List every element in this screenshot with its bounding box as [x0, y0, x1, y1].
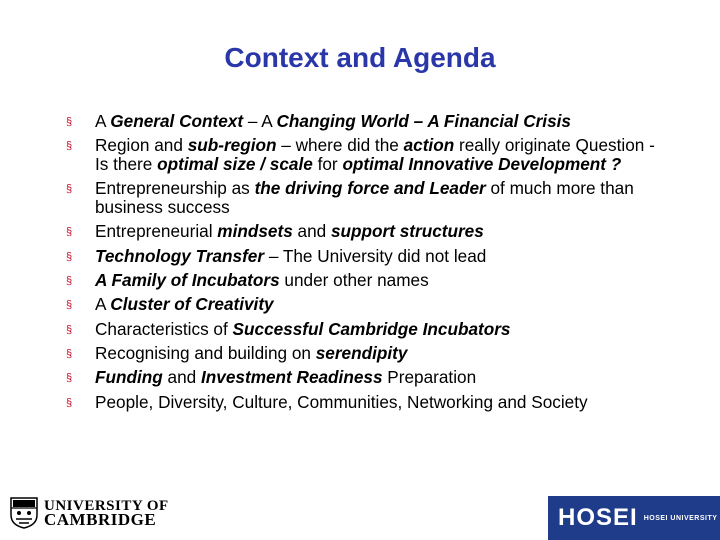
emphasis-text: Technology Transfer	[95, 245, 265, 266]
emphasis-text: Successful Cambridge Incubators	[232, 318, 511, 339]
bullet-marker-icon: §	[66, 250, 73, 263]
agenda-list	[66, 112, 666, 417]
agenda-item	[66, 295, 666, 314]
agenda-item	[66, 271, 666, 290]
hosei-logo-text: HOSEI	[558, 504, 638, 531]
hosei-logo	[548, 496, 720, 540]
bullet-marker-icon: §	[66, 140, 73, 153]
agenda-text: – where did the	[276, 135, 404, 156]
agenda-text: People, Diversity, Culture, Communities, Networking and Society	[95, 391, 588, 412]
bullet-marker-icon: §	[66, 347, 73, 360]
emphasis-text: A Family of Incubators	[95, 270, 280, 291]
agenda-item	[66, 112, 666, 131]
bullet-marker-icon: §	[66, 183, 73, 196]
bullet-marker-icon: §	[66, 226, 73, 239]
emphasis-text: the driving force and Leader	[254, 178, 486, 199]
agenda-item	[66, 393, 666, 412]
emphasis-text: Changing World – A Financial Crisis	[276, 111, 571, 131]
cambridge-logo-line1: UNIVERSITY OF	[44, 498, 169, 514]
agenda-text: Entrepreneurship as	[95, 178, 255, 199]
hosei-logo-subtext: HOSEI UNIVERSITY	[643, 514, 718, 522]
emphasis-text: optimal size / scale	[157, 154, 313, 175]
agenda-item	[66, 368, 666, 387]
emphasis-text: optimal Innovative Development ?	[342, 154, 622, 175]
agenda-item	[66, 222, 666, 241]
agenda-text: really originate Question - Is there	[95, 135, 655, 175]
agenda-item	[66, 344, 666, 363]
cambridge-shield-icon	[10, 497, 38, 529]
agenda-text: A	[95, 294, 111, 315]
agenda-text: Characteristics of	[95, 318, 233, 339]
emphasis-text: support structures	[331, 221, 484, 242]
agenda-item	[66, 136, 666, 174]
cambridge-logo-line2: CAMBRIDGE	[44, 510, 157, 529]
agenda-text: Recognising and building on	[95, 342, 316, 363]
emphasis-text: serendipity	[315, 342, 408, 363]
agenda-text: of much more than business success	[95, 178, 634, 218]
emphasis-text: General Context	[110, 111, 244, 131]
bullet-marker-icon: §	[66, 372, 73, 385]
agenda-text: – A	[243, 111, 277, 131]
agenda-text: Preparation	[382, 367, 477, 388]
emphasis-text: mindsets	[217, 221, 293, 242]
agenda-text: – The University did not lead	[264, 245, 487, 266]
emphasis-text: Cluster of Creativity	[110, 294, 274, 315]
agenda-text: for	[312, 154, 343, 175]
bullet-marker-icon: §	[66, 396, 73, 409]
agenda-text: Entrepreneurial	[95, 221, 218, 242]
agenda-item	[66, 247, 666, 266]
agenda-item	[66, 179, 666, 217]
emphasis-text: Funding	[95, 367, 163, 388]
bullet-marker-icon: §	[66, 116, 73, 128]
agenda-text: Region and	[95, 135, 188, 156]
agenda-text: and	[162, 367, 202, 388]
agenda-text: and	[292, 221, 331, 242]
emphasis-text: Investment Readiness	[201, 367, 383, 388]
emphasis-text: sub-region	[187, 135, 277, 156]
bullet-marker-icon: §	[66, 275, 73, 288]
emphasis-text: action	[403, 135, 455, 156]
agenda-text: under other names	[279, 270, 429, 291]
cambridge-logo	[10, 496, 169, 530]
bullet-marker-icon: §	[66, 299, 73, 312]
bullet-marker-icon: §	[66, 323, 73, 336]
agenda-item	[66, 320, 666, 339]
agenda-text: A	[95, 111, 111, 131]
slide-title: Context and Agenda	[224, 42, 496, 73]
